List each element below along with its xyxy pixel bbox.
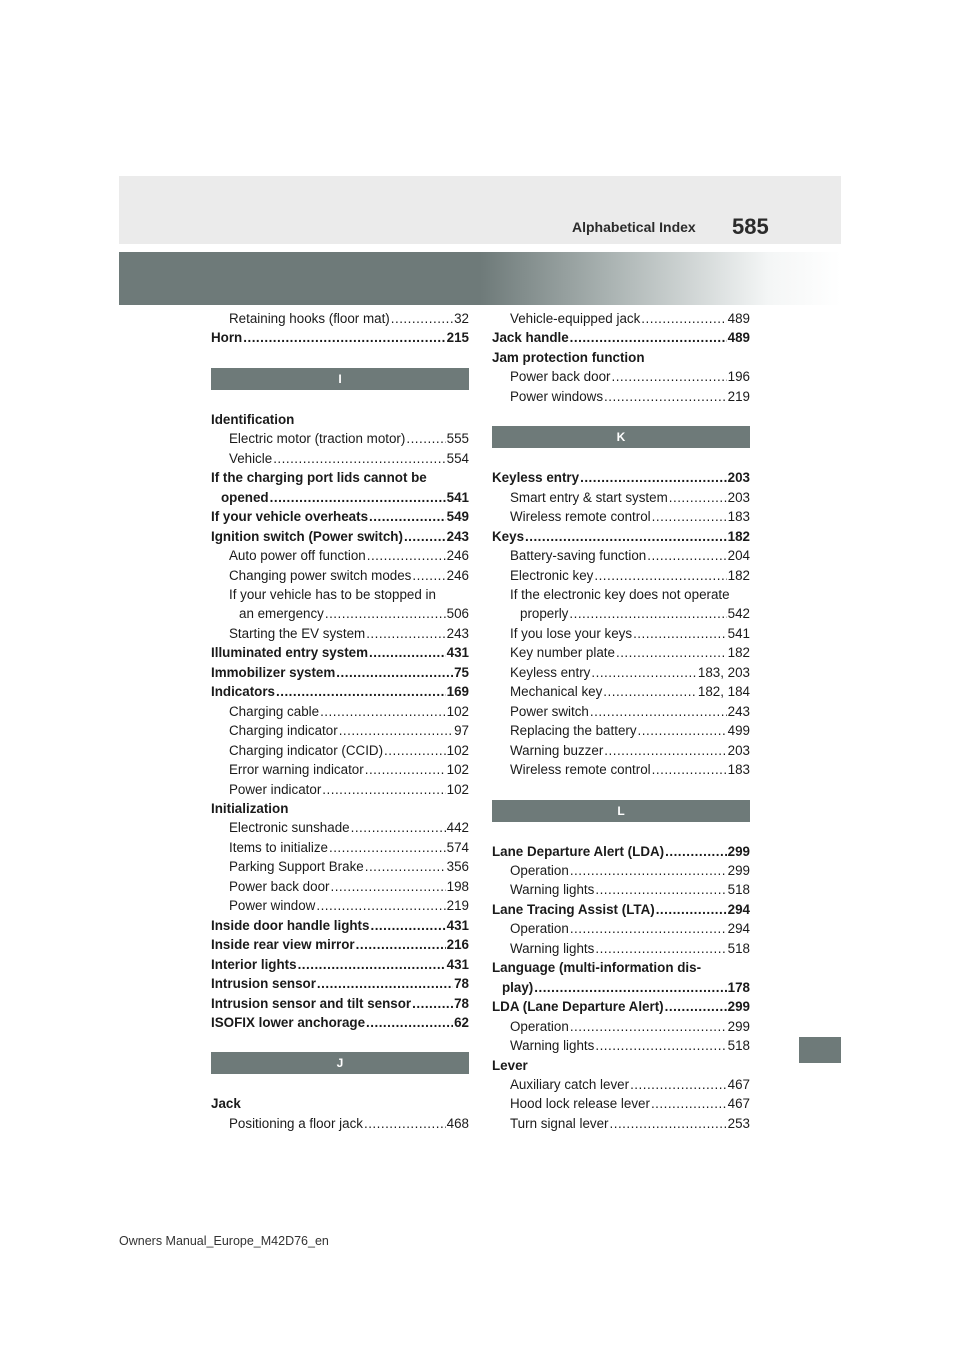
page-ref: 203 <box>727 489 750 505</box>
page-ref: 216 <box>446 937 469 953</box>
section-header-l: L <box>492 800 750 822</box>
page-ref: 32 <box>454 311 469 326</box>
index-entry[interactable] <box>492 643 750 662</box>
index-entry[interactable] <box>492 566 750 585</box>
leader-dots <box>590 702 727 721</box>
index-entry[interactable] <box>492 604 750 623</box>
leader-dots <box>325 604 446 623</box>
leader-dots <box>611 367 726 386</box>
index-entry[interactable] <box>492 527 750 546</box>
leader-dots <box>316 896 445 915</box>
page-ref: 219 <box>727 388 750 404</box>
leader-dots <box>651 1094 727 1113</box>
index-entry[interactable] <box>492 682 750 701</box>
leader-dots <box>525 527 727 546</box>
index-entry[interactable] <box>211 643 469 662</box>
entry-text: Electronic sunshade <box>229 820 350 836</box>
entry-text: Indicators <box>211 684 275 700</box>
page-ref: 246 <box>446 548 469 564</box>
entry-text: Positioning a floor jack <box>229 1115 363 1131</box>
page-ref: 299 <box>727 843 750 859</box>
page-ref: 182 <box>727 567 750 583</box>
leader-dots <box>665 842 727 861</box>
index-entry[interactable] <box>211 328 469 347</box>
page-ref: 555 <box>446 431 469 447</box>
page-ref: 198 <box>446 878 469 894</box>
entry-text: Inside door handle lights <box>211 917 370 933</box>
index-entry[interactable] <box>492 309 750 328</box>
leader-dots <box>580 468 727 487</box>
entry-text: Power windows <box>510 388 604 404</box>
index-entry[interactable] <box>492 1056 750 1075</box>
leader-dots <box>591 663 696 682</box>
page-ref: 219 <box>446 898 469 914</box>
leader-dots <box>641 309 726 328</box>
entry-text: Inside rear view mirror <box>211 937 355 953</box>
page-ref: 356 <box>446 859 469 875</box>
index-entry[interactable] <box>492 546 750 565</box>
entry-text: Warning buzzer <box>510 742 604 758</box>
section-header-k: K <box>492 426 750 448</box>
page-ref: 243 <box>446 528 469 544</box>
index-entry[interactable] <box>211 916 469 935</box>
leader-dots <box>652 760 727 779</box>
page-ref: 542 <box>727 606 750 622</box>
section-header-i: I <box>211 368 469 390</box>
page-ref: 294 <box>727 921 750 937</box>
leader-dots <box>322 780 445 799</box>
page-ref: 182 <box>727 645 750 661</box>
entry-text: Keyless entry <box>510 664 591 680</box>
page-ref: 431 <box>446 956 469 972</box>
entry-text: Jack handle <box>492 330 569 346</box>
entry-text: Warning lights <box>510 1038 595 1054</box>
entry-text: Lever <box>492 1057 528 1073</box>
page-ref: 182, 184 <box>697 684 750 700</box>
entry-text: Turn signal lever <box>510 1115 609 1131</box>
leader-dots <box>243 328 445 347</box>
index-entry[interactable] <box>211 488 469 507</box>
leader-dots <box>616 643 727 662</box>
leader-dots <box>534 978 726 997</box>
entry-text: Replacing the battery <box>510 723 637 739</box>
index-entry[interactable] <box>492 978 750 997</box>
leader-dots <box>369 507 446 526</box>
entry-text: If your vehicle overheats <box>211 509 369 525</box>
leader-dots <box>365 760 446 779</box>
page-ref: 203 <box>727 742 750 758</box>
page-ref: 518 <box>727 1038 750 1054</box>
index-entry[interactable] <box>211 896 469 915</box>
leader-dots <box>317 974 453 993</box>
page-ref: 102 <box>446 781 469 797</box>
page-ref: 299 <box>727 1018 750 1034</box>
entry-text: Electric motor (traction motor) <box>229 431 406 447</box>
page-ref: 102 <box>446 742 469 758</box>
page-ref: 554 <box>446 450 469 466</box>
page-ref: 467 <box>727 1096 750 1112</box>
entry-text: Initialization <box>211 800 289 816</box>
index-entry[interactable] <box>211 663 469 682</box>
index-entry[interactable] <box>492 507 750 526</box>
index-entry[interactable] <box>211 604 469 623</box>
leader-dots <box>638 721 727 740</box>
entry-text: ISOFIX lower anchorage <box>211 1014 366 1030</box>
leader-dots <box>665 997 727 1016</box>
leader-dots <box>595 1036 726 1055</box>
index-entry[interactable] <box>492 1075 750 1094</box>
leader-dots <box>370 916 445 935</box>
index-entry[interactable] <box>211 780 469 799</box>
entry-text: Vehicle-equipped jack <box>510 311 641 326</box>
leader-dots <box>339 721 453 740</box>
entry-text: Identification <box>211 411 295 427</box>
page-number: 585 <box>732 214 769 239</box>
index-entry[interactable] <box>211 566 469 585</box>
leader-dots <box>369 643 446 662</box>
index-entry[interactable] <box>211 799 469 818</box>
index-entry[interactable] <box>492 488 750 507</box>
leader-dots <box>569 604 726 623</box>
page-ref: 518 <box>727 940 750 956</box>
entry-text: properly <box>520 606 569 622</box>
entry-text: Illuminated entry system <box>211 645 369 661</box>
entry-text: Auxiliary catch lever <box>510 1076 630 1092</box>
entry-text: Power back door <box>229 878 330 894</box>
entry-text: Warning lights <box>510 940 595 956</box>
leader-dots <box>298 955 446 974</box>
page-ref: 169 <box>446 684 469 700</box>
page-ref: 215 <box>446 330 469 346</box>
entry-text: Lane Tracing Assist (LTA) <box>492 901 655 917</box>
section-header-j: J <box>211 1052 469 1074</box>
index-entry[interactable] <box>211 721 469 740</box>
page-ref: 253 <box>727 1115 750 1131</box>
index-entry[interactable] <box>211 994 469 1013</box>
page-ref: 203 <box>727 470 750 486</box>
index-entry[interactable] <box>211 309 469 328</box>
entry-text: Electronic key <box>510 567 594 583</box>
index-entry[interactable] <box>211 760 469 779</box>
entry-text: Wireless remote control <box>510 762 651 778</box>
header-title: Alphabetical Index <box>572 219 696 235</box>
page-ref: 431 <box>446 645 469 661</box>
index-entry[interactable] <box>211 741 469 760</box>
leader-dots <box>273 449 445 468</box>
page-ref: 97 <box>454 723 469 739</box>
leader-dots <box>412 994 453 1013</box>
entry-text: Battery-saving function <box>510 548 647 564</box>
leader-dots <box>412 566 445 585</box>
page-ref: 196 <box>727 369 750 385</box>
index-column-left <box>211 309 469 1133</box>
entry-text: an emergency <box>239 606 324 622</box>
leader-dots <box>603 682 697 701</box>
page-ref: 294 <box>727 901 750 917</box>
index-entry[interactable] <box>211 1114 469 1133</box>
entry-text: Intrusion sensor <box>211 976 316 992</box>
page-ref: 183 <box>727 762 750 778</box>
page-ref: 468 <box>446 1115 469 1131</box>
entry-text: Starting the EV system <box>229 625 366 641</box>
chapter-tab <box>799 1037 841 1063</box>
leader-dots <box>276 682 446 701</box>
leader-dots <box>364 1114 446 1133</box>
footer-text: Owners Manual_Europe_M42D76_en <box>119 1234 329 1248</box>
entry-text: If your vehicle has to be stopped in <box>229 586 436 602</box>
entry-text: Charging indicator <box>229 723 338 739</box>
page-ref: 541 <box>727 625 750 641</box>
index-entry[interactable] <box>211 682 469 701</box>
index-entry[interactable] <box>492 328 750 347</box>
index-entry[interactable] <box>492 880 750 899</box>
entry-text: Items to initialize <box>229 839 328 855</box>
entry-text: opened <box>221 489 269 505</box>
entry-text: Immobilizer system <box>211 664 336 680</box>
entry-text: Power window <box>229 898 316 914</box>
entry-text: Keys <box>492 528 525 544</box>
page-ref: 243 <box>446 625 469 641</box>
entry-text: Horn <box>211 330 243 346</box>
index-entry[interactable] <box>492 842 750 861</box>
entry-text: Charging indicator (CCID) <box>229 742 384 758</box>
leader-dots <box>320 702 446 721</box>
entry-text: Auto power off function <box>229 548 366 564</box>
page-ref: 541 <box>446 489 469 505</box>
leader-dots <box>366 624 445 643</box>
leader-dots <box>365 857 446 876</box>
index-entry[interactable] <box>492 939 750 958</box>
index-entry[interactable] <box>211 546 469 565</box>
entry-text: Language (multi-information dis- <box>492 960 702 976</box>
entry-text: Mechanical key <box>510 684 603 700</box>
entry-text: play) <box>502 979 534 995</box>
entry-text: Changing power switch modes <box>229 567 412 583</box>
index-entry[interactable] <box>492 468 750 487</box>
index-entry[interactable] <box>492 760 750 779</box>
page-ref: 178 <box>727 979 750 995</box>
leader-dots <box>604 741 726 760</box>
index-entry[interactable] <box>211 1094 469 1113</box>
index-entry[interactable] <box>492 919 750 938</box>
leader-dots <box>570 861 727 880</box>
entry-text: Power indicator <box>229 781 322 797</box>
leader-dots <box>570 328 727 347</box>
index-entry[interactable] <box>492 741 750 760</box>
leader-dots <box>404 527 446 546</box>
index-entry[interactable] <box>492 1017 750 1036</box>
leader-dots <box>330 877 445 896</box>
index-entry[interactable] <box>211 527 469 546</box>
entry-text: Jam protection function <box>492 349 645 365</box>
entry-text: Smart entry & start system <box>510 489 668 505</box>
entry-text: Parking Support Brake <box>229 859 364 875</box>
page-ref: 183 <box>727 509 750 525</box>
leader-dots <box>270 488 446 507</box>
index-entry[interactable] <box>211 429 469 448</box>
entry-text: Interior lights <box>211 956 297 972</box>
index-column-right <box>492 309 750 1133</box>
index-entry[interactable] <box>492 958 750 977</box>
entry-text: Hood lock release lever <box>510 1096 650 1112</box>
leader-dots <box>356 935 446 954</box>
page-ref: 246 <box>446 567 469 583</box>
leader-dots <box>656 900 727 919</box>
page-ref: 183, 203 <box>697 664 750 680</box>
leader-dots <box>594 566 726 585</box>
page-ref: 499 <box>727 723 750 739</box>
header-band <box>119 252 841 305</box>
page-ref: 489 <box>727 311 750 326</box>
index-entry[interactable] <box>211 1013 469 1032</box>
leader-dots <box>329 838 446 857</box>
entry-text: Warning lights <box>510 882 595 898</box>
page-ref: 102 <box>446 762 469 778</box>
page-ref: 506 <box>446 606 469 622</box>
entry-text: If the electronic key does not operate <box>510 586 730 602</box>
page-ref: 62 <box>454 1014 469 1030</box>
index-entry[interactable] <box>492 663 750 682</box>
page-ref: 78 <box>454 976 469 992</box>
index-entry[interactable] <box>492 900 750 919</box>
index-entry[interactable] <box>211 507 469 526</box>
index-entry[interactable] <box>492 1114 750 1133</box>
leader-dots <box>336 663 453 682</box>
entry-text: Intrusion sensor and tilt sensor <box>211 995 412 1011</box>
page-ref: 549 <box>446 509 469 525</box>
entry-text: Jack <box>211 1096 241 1112</box>
index-entry[interactable] <box>492 721 750 740</box>
entry-text: If the charging port lids cannot be <box>211 470 427 486</box>
leader-dots <box>630 1075 727 1094</box>
index-entry[interactable] <box>211 857 469 876</box>
index-entry[interactable] <box>492 861 750 880</box>
entry-text: Power back door <box>510 369 611 385</box>
entry-text: Ignition switch (Power switch) <box>211 528 403 544</box>
page-ref: 75 <box>454 664 469 680</box>
index-entry[interactable] <box>492 1036 750 1055</box>
page-ref: 574 <box>446 839 469 855</box>
entry-text: Operation <box>510 1018 569 1034</box>
entry-text: Key number plate <box>510 645 615 661</box>
index-entry[interactable] <box>211 818 469 837</box>
leader-dots <box>633 624 727 643</box>
page-ref: 243 <box>727 703 750 719</box>
index-entry[interactable] <box>211 838 469 857</box>
index-entry[interactable] <box>492 624 750 643</box>
index-entry[interactable] <box>492 387 750 406</box>
index-entry[interactable] <box>211 955 469 974</box>
index-entry[interactable] <box>492 367 750 386</box>
entry-text: Wireless remote control <box>510 509 651 525</box>
entry-text: Operation <box>510 921 569 937</box>
index-entry[interactable] <box>492 997 750 1016</box>
index-entry[interactable] <box>211 624 469 643</box>
entry-text: Error warning indicator <box>229 762 364 778</box>
leader-dots <box>570 919 727 938</box>
leader-dots <box>367 546 446 565</box>
index-entry[interactable] <box>492 1094 750 1113</box>
page-ref: 78 <box>454 995 469 1011</box>
page-ref: 467 <box>727 1076 750 1092</box>
leader-dots <box>652 507 727 526</box>
leader-dots <box>391 309 453 328</box>
page-ref: 442 <box>446 820 469 836</box>
leader-dots <box>604 387 727 406</box>
entry-text: Charging cable <box>229 703 320 719</box>
index-entry[interactable] <box>211 449 469 468</box>
page-ref: 299 <box>727 999 750 1015</box>
entry-text: Power switch <box>510 703 589 719</box>
index-entry[interactable] <box>211 702 469 721</box>
entry-text: Retaining hooks (floor mat) <box>229 311 390 326</box>
index-entry[interactable] <box>211 410 469 429</box>
page-ref: 204 <box>727 548 750 564</box>
page-ref: 518 <box>727 882 750 898</box>
leader-dots <box>570 1017 727 1036</box>
leader-dots <box>647 546 726 565</box>
index-entry[interactable] <box>211 468 469 487</box>
page-ref: 182 <box>727 528 750 544</box>
entry-text: If you lose your keys <box>510 625 633 641</box>
page-ref: 299 <box>727 862 750 878</box>
index-entry[interactable] <box>211 935 469 954</box>
entry-text: LDA (Lane Departure Alert) <box>492 999 664 1015</box>
leader-dots <box>595 880 726 899</box>
page-ref: 431 <box>446 917 469 933</box>
index-entry[interactable] <box>492 348 750 367</box>
index-entry[interactable] <box>211 585 469 604</box>
entry-text: Operation <box>510 862 569 878</box>
leader-dots <box>595 939 726 958</box>
leader-dots <box>366 1013 453 1032</box>
entry-text: Vehicle <box>229 450 273 466</box>
page-ref: 489 <box>727 330 750 346</box>
index-entry[interactable] <box>211 877 469 896</box>
index-entry[interactable] <box>492 702 750 721</box>
leader-dots <box>610 1114 727 1133</box>
leader-dots <box>669 488 727 507</box>
index-entry[interactable] <box>211 974 469 993</box>
leader-dots <box>384 741 446 760</box>
leader-dots <box>406 429 445 448</box>
index-entry[interactable] <box>492 585 750 604</box>
page-ref: 102 <box>446 703 469 719</box>
entry-text: Lane Departure Alert (LDA) <box>492 843 665 859</box>
leader-dots <box>351 818 446 837</box>
entry-text: Keyless entry <box>492 470 580 486</box>
